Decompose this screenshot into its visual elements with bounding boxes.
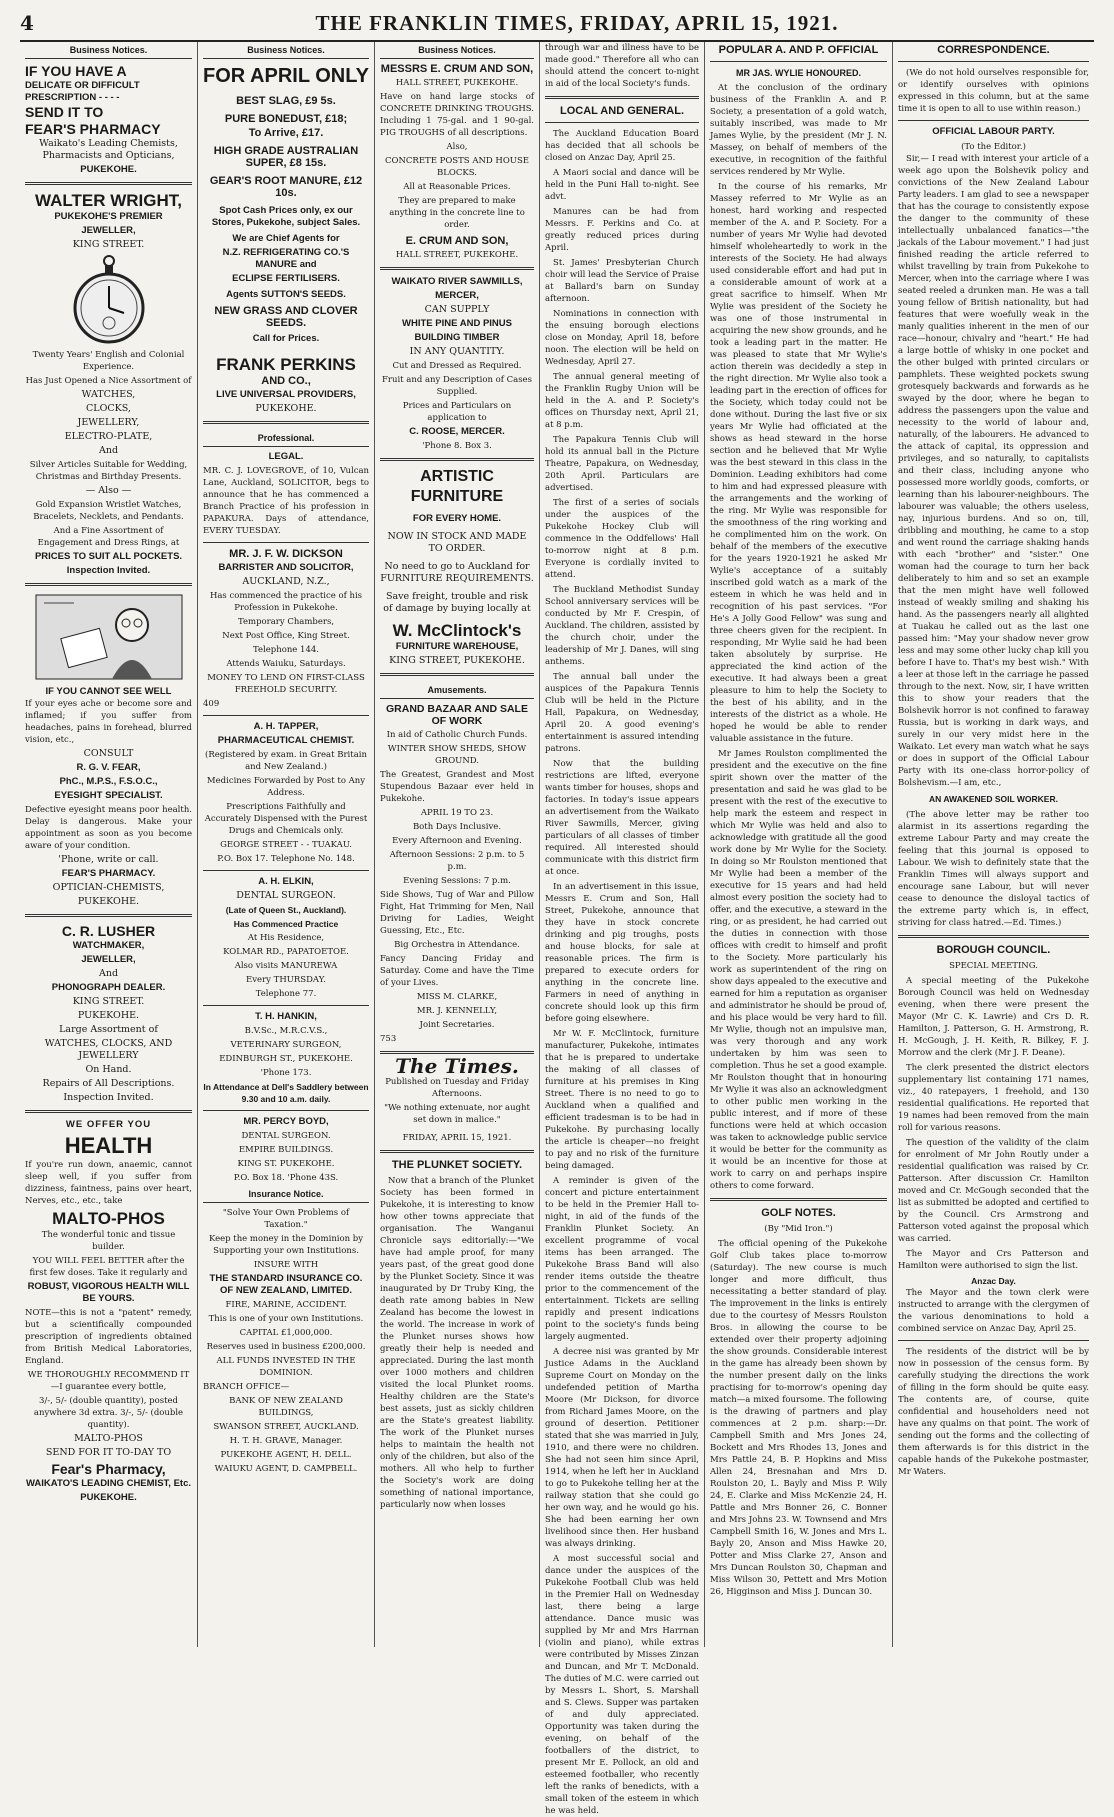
- ad-line: Repairs of All Descriptions.: [42, 1078, 175, 1089]
- ad-line: EDINBURGH ST., PUKEKOHE.: [219, 1054, 353, 1064]
- ad-line: PUKEKOHE.: [80, 1492, 137, 1503]
- column-3: [374, 42, 539, 1647]
- sawmills-ad: [380, 276, 534, 452]
- lusher-ad: [25, 923, 192, 1104]
- local-general-title: LOCAL AND GENERAL.: [559, 105, 685, 117]
- ad-line: MONEY TO LEND ON FIRST-CLASS FREEHOLD SECURITY.: [207, 673, 365, 695]
- ad-line: "We nothing extenuate, nor aught set down in malice.": [384, 1103, 530, 1125]
- ad-line: IN ANY QUANTITY.: [409, 346, 505, 357]
- ad-line: KOLMAR RD., PAPATOETOE.: [223, 947, 349, 957]
- april-only-ad: [203, 63, 369, 415]
- news-item: Now that the building restrictions are lifted, everyone wants timber for houses, shops and factories. In today's issue appears an advertisement from the Waikato River Sawmills, Mercer, giving particulars of all classes of timber required. All interested should communicate with this district firm at once.: [545, 759, 699, 877]
- ad-line: Next Post Office, King Street.: [222, 631, 350, 641]
- correspondence-title: CORRESPONDENCE.: [937, 44, 1050, 56]
- ad-line: In Attendance at Dell's Saddlery between 9.30 and 10 a.m. daily.: [203, 1082, 369, 1104]
- ad-line: Afternoon Sessions: 2 p.m. to 5 p.m.: [389, 850, 525, 872]
- ad-line: Reserves used in business £200,000.: [206, 1342, 366, 1352]
- ad-line: PUKEKOHE'S PREMIER: [54, 211, 163, 222]
- ad-line: Joint Secretaries.: [419, 1020, 495, 1030]
- ad-line: PUKEKOHE.: [80, 164, 137, 175]
- ad-line: FEAR'S PHARMACY.: [61, 868, 156, 879]
- ad-line: PURE BONEDUST, £18;: [224, 113, 348, 125]
- ad-line: And: [98, 445, 119, 456]
- ad-line: KING STREET.: [72, 996, 145, 1007]
- news-item: The annual general meeting of the Franklin Rugby Union will be held in the A. and P. Society's offices on Thursday next, April 21, at 8 p.m.: [545, 372, 699, 430]
- golf-text: The official opening of the Pukekohe Golf Club takes place to-morrow (Saturday). The new course is much longer and more difficult, thus necessitating a better standard of play. The improvement in the links is entirely due to the courtesy of Messrs Roulston Bros. in allowing the course to be extended over their property adjoining the show grounds. Considerable interest in the game has already been shown by the number present daily on the links practising for to-morrow's opening day match—a mixed foursome. The following is the drawing of partners and play commences at 2 p.m. sharp:—Dr. Campbell Smith and Mrs Jones 24, Bockett and Mrs Rhodes 13, Jones and Mrs Pattle 24, B. P. Hopkins and Miss Allen 24, Bresnahan and Mrs D. Roulston 20, L. Bayly and Miss P. Wily 24, E. Clarke and Miss McKenzie 24, H. Pattle and Mrs Bonner 26, C. Bonner and Mrs Johns 23. W. Townsend and Mrs Campbell Smith 16, W. Jones and Mrs L. Bayly 20, Anson and Miss Hawke 20, Potter and Miss Clarke 27, Anson and Mrs Duncan Roulston 30, Chapman and Miss Wilson 30, Pettett and Mrs Motion 26, Higginson and Miss J. Duncan 30.: [710, 1239, 887, 1597]
- ad-line: ALL FUNDS INVESTED IN THE DOMINION.: [216, 1356, 356, 1378]
- ad-line: INSURE WITH: [253, 1260, 319, 1270]
- legal-notices: [203, 451, 369, 1184]
- ad-line: FOR EVERY HOME.: [412, 513, 502, 524]
- ad-line: P.O. Box 18. 'Phone 43S.: [233, 1173, 339, 1183]
- ad-line: GEAR'S ROOT MANURE, £12 10s.: [209, 175, 363, 199]
- ad-line: NOW IN STOCK AND MADE TO ORDER.: [387, 531, 527, 554]
- ad-line: SEND FOR IT TO-DAY TO: [45, 1447, 172, 1458]
- ad-line: APRIL 19 TO 23.: [420, 808, 494, 818]
- news-item: Manures can be had from Messrs. F. Perkins and Co. at greatly reduced prices during April.: [545, 207, 699, 253]
- letter-signoff: AN AWAKENED SOIL WORKER.: [929, 794, 1058, 804]
- ad-line: NOTE—this is not a "patent" remedy, but a scientifically compounded prescription of ingredients obtained from British Medical Laboratories, England.: [25, 1308, 192, 1366]
- news-item: The Auckland Education Board has decided that all schools be closed on Anzac Day, April 25.: [545, 129, 699, 163]
- continued-text: through war and illness have to be made good." Therefore all who can should attend the concert to-night in aid of the local Society's funds.: [545, 43, 699, 89]
- ad-line: BRANCH OFFICE—: [203, 1382, 290, 1392]
- ad-line: Silver Articles Suitable for Wedding, Christmas and Birthday Presents.: [29, 460, 188, 482]
- column-4: [539, 42, 704, 1816]
- ad-line: They are prepared to make anything in the concrete line to order.: [389, 196, 525, 230]
- section-header: Business Notices.: [25, 42, 192, 59]
- ad-line: IF YOU HAVE A: [25, 63, 127, 79]
- furniture-ad: [380, 467, 534, 667]
- letter-title: OFFICIAL LABOUR PARTY.: [932, 126, 1055, 137]
- ad-line: If you're run down, anaemic, cannot sleep well, if you suffer from dizziness, faintness, pains over heart, Nerves, etc., etc., take: [25, 1160, 192, 1206]
- ad-line: OPTICIAN-CHEMISTS,: [52, 882, 165, 893]
- ad-line: And: [98, 968, 119, 979]
- ad-line: PUKEKOHE.: [255, 403, 317, 414]
- wylie-title: POPULAR A. AND P. OFFICIAL: [718, 44, 879, 56]
- ad-line: LIVE UNIVERSAL PROVIDERS,: [216, 389, 356, 400]
- ad-line: AND CO.,: [261, 375, 311, 387]
- times-title: The Times.: [395, 1054, 519, 1078]
- ad-line: C. ROOSE, MERCER.: [409, 426, 505, 437]
- section-header: Professional.: [203, 430, 369, 447]
- ad-line: In aid of Catholic Church Funds.: [386, 730, 528, 740]
- ad-line: KING STREET, PUKEKOHE.: [389, 655, 525, 666]
- ad-line: WATCHES, CLOCKS, AND JEWELLERY: [44, 1038, 173, 1061]
- section-header: Insurance Notice.: [203, 1186, 369, 1203]
- ad-line: 'Phone 173.: [260, 1068, 312, 1078]
- disclaimer: (We do not hold ourselves responsible for, or identify ourselves with opinions expressed in this column, but at the same time it is open to all to use within reason.): [898, 68, 1089, 114]
- ad-line: Side Shows, Tug of War and Pillow Fight, Hat Trimming for Men, Nail Driving for Ladies, Weight Guessing, Etc., Etc.: [380, 890, 534, 936]
- ad-line: DENTAL SURGEON.: [241, 1131, 331, 1141]
- editor-note: (The above letter may be rather too alarmist in its assertions regarding the extreme Labour Party and may create the feeling that this journal is opposed to Labour. We wish to definitely state that the Franklin Times will always support and encourage sane Labour, but will never cease to denounce the disloyal tactics of the extreme party which is, in effect, striving for class hatred.—Ed. Times.): [898, 810, 1089, 928]
- ad-line: 'Phone, write or call.: [58, 854, 159, 865]
- ad-line: YOU WILL FEEL BETTER after the first few doses. Take it regularly and: [29, 1256, 188, 1278]
- section-header: Amusements.: [380, 682, 534, 699]
- ad-line: WHITE PINE AND PINUS: [402, 318, 512, 329]
- to-editor: (To the Editor.): [961, 142, 1026, 152]
- pocket-watch-icon: [25, 255, 192, 345]
- ad-line: Has Just Opened a Nice Assortment of: [25, 376, 192, 386]
- ad-line: AUCKLAND, N.Z.,: [242, 576, 330, 587]
- lovegrove-notice: MR. C. J. LOVEGROVE, of 10, Vulcan Lane, Auckland, SOLICITOR, begs to announce that he has commenced a Branch Practice of his profession in PAPAKURA. Days of attendance, EVERY TUESDAY.: [203, 466, 369, 536]
- ad-line: 753: [380, 1034, 397, 1044]
- ad-line: Inspection Invited.: [66, 565, 151, 576]
- news-item: St. James' Presbyterian Church choir will lead the Service of Praise at Ballard's barn on Sunday afternoon.: [545, 258, 699, 304]
- ad-line: PRICES TO SUIT ALL POCKETS.: [34, 551, 183, 562]
- ad-line: P.O. Box 17. Telephone No. 148.: [217, 854, 355, 864]
- ad-line: The wonderful tonic and tissue builder.: [41, 1230, 176, 1252]
- ad-line: FRANK PERKINS: [216, 355, 356, 374]
- ad-line: On Hand.: [85, 1064, 132, 1075]
- ad-line: Save freight, trouble and risk of damage by buying locally at: [383, 591, 531, 614]
- article-paragraph: Mr James Roulston complimented the president and the executive on the fine spirit shown over the matter of the presentation and said he was glad to be present with the rest of the executive to help mark the esteem and respect in which Mr Wylie was held and also to acknowledge with gratitude all the good work done by Mr Wylie for the Society. In doing so Mr Roulston mentioned that Mr Wylie had been a member of the executive for 15 years and had held almost every position the society had to offer, and the executive, a steward in the ring, or as president, he had carried out the duties in connection with those offices with credit to himself and profit to the Society. More particularly his work as superintendent of the ring on show days appealed to the executive and earned for him a reputation as organiser and administrator he should be proud of, and his place would be very hard to fill. Mr Wylie, though not an impulsive man, was very thorough and any work undertaken by him was seen to completion. Thus he set a good example. Mr Roulston thought that in honouring Mr Wylie it was also an acknowledgment to other public men working in the public interest, and if more of these functions were held at which occasion was taken to acknowledge public service it would be better for the community as it would be an incentive for those at work to carry on and perhaps inspire others to come forward.: [710, 749, 887, 1191]
- section-header: Business Notices.: [203, 42, 369, 59]
- ad-line: To Arrive, £17.: [248, 127, 324, 139]
- column-6: [892, 42, 1094, 1647]
- ad-line: Has commenced the practice of his Profession in Pukekohe.: [209, 591, 363, 613]
- news-item: Nominations in connection with the ensuing borough elections close on Monday, April 18, before noon. The election will be held on Wednesday, April 27.: [545, 309, 699, 367]
- ad-line: EYESIGHT SPECIALIST.: [54, 790, 163, 801]
- ad-line: A. H. TAPPER,: [253, 721, 319, 732]
- ad-line: Medicines Forwarded by Post to Any Address.: [206, 776, 366, 798]
- ad-line: BUILDING TIMBER: [414, 332, 500, 343]
- ad-line: Keep the money in the Dominion by Supporting your own Institutions.: [208, 1234, 364, 1256]
- ad-line: EMPIRE BUILDINGS.: [238, 1145, 334, 1155]
- ad-line: FEAR'S PHARMACY: [25, 121, 161, 137]
- ad-line: Call for Prices.: [252, 333, 320, 344]
- ad-line: WE OFFER YOU: [65, 1119, 152, 1130]
- ad-line: Evening Sessions: 7 p.m.: [403, 876, 511, 886]
- ad-line: Prices and Particulars on application to: [402, 401, 512, 423]
- ad-line: (Late of Queen St., Auckland).: [225, 905, 347, 915]
- ad-line: Every THURSDAY.: [246, 975, 326, 985]
- ad-line: Both Days Inclusive.: [412, 822, 502, 832]
- news-item: A decree nisi was granted by Mr Justice Adams in the Auckland Supreme Court on Monday on the undefended petition of Martha Moore (Mr Dickson, for divorce from Richard James Moore, on the ground of desertion. Petitioner stated that she was married in July, 1910, and there were no children. She had not seen him since April, 1914, when he left her in Auckland to go to Pukekohe telling her at the railway station that she could go her own way, and he would go his. She had been earning her own livelihood since then. Her husband was always drinking.: [545, 1347, 699, 1549]
- ad-line: Waikato's Leading Chemists, Pharmacists and Opticians,: [39, 138, 178, 161]
- ad-line: Spot Cash Prices only, ex our Stores, Pukekohe, subject Sales.: [211, 205, 361, 228]
- ad-line: Gold Expansion Wristlet Watches, Bracelets, Necklets, and Pendants.: [33, 500, 184, 522]
- news-item: In an advertisement in this issue, Messrs E. Crum and Son, Hall Street, Pukekohe, announce that they have in stock concrete drinking and pig troughs, posts and house blocks, for sale at reasonable prices. The firm is prepared to execute orders for anything in the concrete line. Farmers in need of anything in concrete should look up this firm before going elsewhere.: [545, 882, 699, 1024]
- ad-line: HALL STREET, PUKEKOHE.: [395, 250, 519, 260]
- article-paragraph: In the course of his remarks, Mr Massey referred to Mr Wylie as an honest, hard working and respected member of the A. and P. Society. For a number of years Mr Wylie had devoted himself wholeheartedly to work in the interests of the Society. He had always used considerable effort and had put in a considerable amount of work at a great sacrifice to himself. When Mr Wylie was president of the Society he was one of those instrumental in acquiring the new show grounds, and he took a leading part in the matter. He was pleased to state that Mr Wylie's action therein was decidedly a step in the right direction. Mr Wylie also took a leading part in the erection of offices for the Society, which today could not be done without. During the last five or six years Mr Wylie had officiated at the shows as head steward in the horse section and he believed that Mr Wylie was the best steward in this class in the Dominion. Leading exhibitors had come to him and had expressed pleasure with the arrangements and the working of the ring. Mr Wylie was responsible for the smoothness of the ring working and he complimented him on the work. On behalf of the members of the executive for the years 1920-1921 he asked Mr Wylie's acceptance of a suitably inscribed gold watch as a mark of the esteem in which he was held and in recognition of his past services. "For He's A Jolly Good Fellow" was sung and three cheers given for the recipient. In responding, Mr Wylie said he had been taken absolutely by surprise. He appreciated the kind action of the executive. It had always been a great pleasure to him to help the Society to the best of his ability, and in the interests of the district as a whole. He hoped he would be able to render valuable assistance in the future.: [710, 182, 887, 744]
- wylie-subtitle: MR JAS. WYLIE HONOURED.: [735, 68, 861, 78]
- news-item: A reminder is given of the concert and picture entertainment to be held in the Premier Hall to-night, in aid of the funds of the Franklin Plunket Society. An excellent programme of vocal items has been arranged. The Pukekohe Brass Band will also render items outside the theatre prior to the commencement of the entertainment. Tickets are selling rapidly and present indications point to the society's funds being largely augmented.: [545, 1176, 699, 1342]
- news-item: A most successful social and dance under the auspices of the Pukekohe Football Club was held in the Premier Hall on Wednesday last, there being a large attendance. Dance music was supplied by Mr and Mrs Harrnan (violin and piano), while extras were contributed by Misses Zinzan and Duncan, and Mr T. McDonald. The duties of M.C. were carried out by Messrs L. Short, S. Marshall and S. Clews. Supper was partaken of and duly appreciated. Opportunity was taken during the evening, on behalf of the footballers of the district, to present Mr E. Pollock, an old and esteemed footballer, who recently left the ranks of benedicts, with a small token of the esteem in which he was held.: [545, 1554, 699, 1816]
- ad-line: CAN SUPPLY: [424, 304, 490, 315]
- anzac-text: The Mayor and the town clerk were instructed to arrange with the clergymen of the various denominations to hold a combined service on Anzac Day, April 25.: [898, 1288, 1089, 1334]
- ad-line: All at Reasonable Prices.: [403, 182, 511, 192]
- ad-line: Has Commenced Practice: [233, 919, 339, 929]
- news-item: The first of a series of socials under the auspices of the Pukekohe Hockey Club will commence in the Oddfellows' Hall to-morrow night at 8 p.m. Everyone is cordially invited to attend.: [545, 498, 699, 580]
- ad-line: Every Afternoon and Evening.: [392, 836, 522, 846]
- golf-byline: (By "Mid Iron."): [764, 1224, 833, 1234]
- ad-line: MERCER,: [435, 290, 479, 301]
- ad-line: WAIKATO'S LEADING CHEMIST, Etc.: [25, 1478, 191, 1489]
- letter-text: Sir,— I read with interest your article of a week ago upon the Bolshevik policy and convictions of the New Zealand Labour Party leaders. I am glad to see a newspaper that has the courage to consistently expose the danger to the community of these intellectually unbalanced fanatics—"the jackals of the Labour movement." I had just finished reading the article referred to whilst travelling by train from Pukekohe to Mercer, when into the carriage where I was seated reeled a drunken man. He was a tall young fellow of British nationality, but had features that were woefully weak in the manly qualities inherent in the men of our race—honour, chivalry and "heart." He had a large bottle of whisky in one pocket and the other bulged with printed circulars or pamphlets. These weighted pockets swung grotesquely backwards and forwards as he swayed by the door, where he began to address the passengers upon the value and necessity to the world of labour and, naturally, of the labourers. He advanced to the attack of capital, its oppression and privileges, and so naturally, to capitalists and their class, including anyone who possessed more worldly goods, comforts, or learning than his labourer-neighbours. The labourer was valuable; the others useless, nay, injurious burdens. And so on, till, dribbling and mouthing, he came to a stop and went round the carriage shaking hands with each "brother" and "sister." One woman had the courage to turn her back deliberately to him and so set an example that the men might have well followed instead of weakly smiling and shaking his hand. As the passengers nearly all alighted at Tuakau he called out as the last one passed him: "May your shadow never grow less and may some other lucky chap kill you before I have to. That's my best wish." With a leer at those left in the carriage he passed through to the next. Now, sir, I have written this to show your readers that the Bolshevik horror is not confined to faraway Russia, but is working in dark ways, and surely in our very midst here in the Waikato. Let every man watch what he says or does in support of the Official Labour Party with its one-class horror-policy of Bolshevism.—I am, etc.,: [898, 154, 1089, 788]
- ad-line: R. G. V. FEAR,: [76, 762, 141, 773]
- ad-line: THE STANDARD INSURANCE CO. OF NEW ZEALAND, LIMITED.: [209, 1273, 363, 1296]
- ad-line: KING ST. PUKEKOHE.: [237, 1159, 335, 1169]
- ad-line: BANK OF NEW ZEALAND BUILDINGS,: [229, 1396, 343, 1418]
- ad-line: At His Residence,: [247, 933, 325, 943]
- ad-line: NEW GRASS AND CLOVER SEEDS.: [214, 305, 358, 329]
- ad-line: HIGH GRADE AUSTRALIAN SUPER, £8 15s.: [213, 145, 359, 169]
- ad-line: VETERINARY SURGEON,: [230, 1040, 342, 1050]
- ad-line: MALTO-PHOS: [74, 1433, 143, 1444]
- ad-line: Inspection Invited.: [63, 1092, 154, 1103]
- ad-line: Fear's Pharmacy,: [51, 1461, 166, 1477]
- crum-ad: [380, 63, 534, 261]
- ad-line: N.Z. REFRIGERATING CO.'S MANURE and: [222, 247, 350, 270]
- ad-line: JEWELLERY,: [77, 417, 140, 428]
- ad-line: Prescriptions Faithfully and Accurately Dispensed with the Purest Drugs and Chemicals only.: [204, 802, 368, 836]
- ad-line: DENTAL SURGEON.: [236, 890, 336, 901]
- ad-line: CONCRETE POSTS AND HOUSE BLOCKS.: [385, 156, 529, 178]
- article-paragraph: At the conclusion of the ordinary business of the Franklin A. and P. Society, a presentation of a gold watch, suitably inscribed, was made to Mr James Wylie, by the president (Mr J. N. Massey, on behalf of members of the executive, in recognition of the faithful services rendered by Mr Wylie.: [710, 83, 887, 177]
- council-paragraph: The question of the validity of the claim for enrolment of Mr John Routly under a residential qualification was raised by Cr. Patterson. After discussion Cr. Hamilton moved and Cr. McGough seconded that the list as submitted be adopted and certified to by the Council. Crs Armstrong and Patterson voted against the proposal which was carried.: [898, 1138, 1089, 1244]
- ad-line: PHONOGRAPH DEALER.: [51, 982, 166, 993]
- section-header: Business Notices.: [380, 42, 534, 59]
- ad-line: HALL STREET, PUKEKOHE.: [395, 78, 519, 88]
- ad-line: We are Chief Agents for: [232, 233, 340, 244]
- ad-line: PHARMACEUTICAL CHEMIST.: [217, 735, 355, 746]
- ad-line: FIRE, MARINE, ACCIDENT.: [225, 1300, 347, 1310]
- malto-phos-ad: [25, 1119, 192, 1504]
- news-item: The Papakura Tennis Club will hold its annual ball in the Picture Theatre, Papakura, on Wednesday, 20th April. Particulars are advertised.: [545, 435, 699, 493]
- ad-line: FURNITURE WAREHOUSE,: [395, 641, 519, 652]
- ad-line: WATCHMAKER,: [72, 940, 145, 951]
- ad-line: 409: [203, 699, 220, 709]
- walter-wright-ad: [25, 191, 192, 577]
- news-item: A Maori social and dance will be held in the Puni Hall to-night. See advt.: [545, 168, 699, 202]
- column-2: [197, 42, 374, 1647]
- ad-line: Temporary Chambers,: [237, 617, 335, 627]
- times-imprint: [380, 1076, 534, 1144]
- ad-line: BARRISTER AND SOLICITOR,: [218, 562, 354, 573]
- ad-line: — Also —: [85, 485, 132, 496]
- ad-line: GEORGE STREET - - TUAKAU.: [220, 840, 352, 850]
- ad-line: Cut and Dressed as Required.: [392, 361, 522, 371]
- ad-line: WATCHES,: [81, 389, 136, 400]
- ad-line: MR. J. F. W. DICKSON: [229, 548, 343, 560]
- ad-line: Telephone 144.: [253, 645, 319, 655]
- ad-line: The Greatest, Grandest and Most Stupendous Bazaar ever held in Pukekohe.: [380, 770, 534, 804]
- ad-line: If your eyes ache or become sore and inflamed; if you suffer from headaches, pains in forehead, blurred vision, etc.,: [25, 699, 192, 745]
- ad-line: MR. J. KENNELLY,: [416, 1006, 498, 1016]
- ad-line: T. H. HANKIN,: [255, 1011, 317, 1022]
- bazaar-ad: [380, 703, 534, 1045]
- ad-line: FOR APRIL ONLY: [203, 65, 369, 87]
- page-number: 4: [20, 11, 34, 35]
- council-subtitle: SPECIAL MEETING.: [949, 961, 1038, 971]
- ad-line: Published on Tuesday and Friday Afternoons.: [385, 1077, 529, 1099]
- insurance-ad: [203, 1207, 369, 1475]
- news-item: Mr W. F. McClintock, furniture manufacturer, Pukekohe, intimates that he is prepared to undertake the making of all classes of furniture at his premises in King Street. There is no need to go to Auckland when a qualified and efficient tradesman is to be had in Pukekohe. By purchasing locally the article is cheaper—no freight to pay and no risk of the furniture being damaged.: [545, 1029, 699, 1171]
- ad-line: Twenty Years' English and Colonial Experience.: [32, 350, 185, 372]
- ad-line: CLOCKS,: [86, 403, 131, 414]
- ad-line: Large Assortment of: [59, 1024, 158, 1035]
- anzac-title: Anzac Day.: [971, 1276, 1016, 1286]
- ad-line: BEST SLAG, £9 5s.: [236, 95, 336, 107]
- ad-line: FRIDAY, APRIL 15, 1921.: [402, 1133, 512, 1143]
- eyesight-ad: [25, 592, 192, 908]
- ad-line: E. CRUM AND SON,: [405, 235, 509, 247]
- council-paragraph: A special meeting of the Pukekohe Borough Council was held on Wednesday evening, when there were present the Mayor (Mr C. K. Lawrie) and Crs D. R. Hamilton, J. Patterson, G. H. Armstrong, R. H. McGough, J. H. Keith, R. Bilkey, F. J. Morrow and the clerk (Mr J. F. Deane).: [898, 976, 1089, 1058]
- ad-line: Agents SUTTON'S SEEDS.: [226, 289, 346, 300]
- ad-line: SEND IT TO: [25, 104, 104, 120]
- ad-line: PUKEKOHE AGENT, H. DELL.: [220, 1450, 352, 1460]
- column-1: [20, 42, 197, 1647]
- ad-line: CONSULT: [83, 748, 134, 759]
- ad-line: MESSRS E. CRUM AND SON,: [380, 63, 534, 75]
- ad-line: CAPITAL £1,000,000.: [239, 1328, 333, 1338]
- ad-line: B.V.Sc., M.R.C.V.S.,: [244, 1026, 328, 1036]
- ad-line: PRESCRIPTION - - - -: [25, 92, 120, 103]
- ad-line: And a Fine Assortment of Engagement and Dress Rings, at: [37, 526, 180, 548]
- ad-line: SWANSON STREET, AUCKLAND.: [213, 1422, 359, 1432]
- plunket-text: Now that a branch of the Plunket Society has been formed in Pukekohe, it is interesting to know how other towns appreciate that organisation. The Wanganui Chronicle says editorially:—"We have had ample proof, for many years past, of the great good done by the Plunket Society. Since it was inaugurated by Dr Truby King, the death rate among babies in New Zealand has become the lowest in the world. The increase in work of the Plunket nurses shows how greatly their help is needed and appreciated. During the last month over 1000 mothers and children visited the local Plunket rooms. Healthy children are the State's best assets, just as sickly children are the State's greatest liability. The work of the Plunket nurses helps to maintain the health not only of the children, but also of the mothers. All who help to further the Society's work are doing something of national importance, particularly now when losses: [380, 1176, 534, 1510]
- ad-line: IF YOU CANNOT SEE WELL: [45, 686, 172, 697]
- ad-line: ARTISTIC FURNITURE: [410, 468, 504, 505]
- ad-line: PhC., M.P.S., F.S.O.C.,: [59, 776, 158, 787]
- ad-line: H. T. H. GRAVE, Manager.: [229, 1436, 343, 1446]
- fear-pharmacy-ad: [25, 63, 192, 176]
- column-5: [704, 42, 892, 1647]
- ad-line: No need to go to Auckland for FURNITURE REQUIREMENTS.: [380, 561, 534, 584]
- ad-line: Attends Waiuku, Saturdays.: [226, 659, 346, 669]
- page-title: THE FRANKLIN TIMES, FRIDAY, APRIL 15, 1921.: [315, 10, 839, 35]
- ad-line: W. McClintock's: [392, 621, 522, 640]
- ad-line: Defective eyesight means poor health. Delay is dangerous. Make your appointment as soon as you become aware of your condition.: [25, 805, 192, 851]
- ad-line: MISS M. CLARKE,: [416, 992, 498, 1002]
- ad-line: A. H. ELKIN,: [258, 876, 314, 887]
- council-title: BOROUGH COUNCIL.: [936, 944, 1051, 956]
- ad-line: JEWELLER,: [81, 954, 136, 965]
- ad-line: Also visits MANUREWA: [234, 961, 338, 971]
- ad-line: KING STREET.: [72, 239, 145, 250]
- ad-line: Have on hand large stocks of CONCRETE DRINKING TROUGHS. Including 1 75-gal. and 1 90-gal. PIG TROUGHS of all descriptions.: [380, 92, 534, 138]
- census-text: The residents of the district will be by now in possession of the census form. By carefully studying the directions the work of filling in the form should be quite easy. The contents are, of course, quite confidential and householders need not have any qualms on that point. The work of sending out the forms and the collecting of them afterwards is for this district in the capable hands of the Pukekohe postmaster, Mr Waters.: [898, 1347, 1089, 1477]
- ad-line: DELICATE OR DIFFICULT: [25, 80, 140, 91]
- ad-line: ECLIPSE FERTILISERS.: [232, 273, 340, 284]
- ad-line: WAIKATO RIVER SAWMILLS,: [391, 276, 523, 287]
- ad-line: C. R. LUSHER: [61, 923, 156, 939]
- plunket-title: THE PLUNKET SOCIETY.: [391, 1159, 523, 1171]
- golf-title: GOLF NOTES.: [761, 1207, 836, 1219]
- ad-line: "Solve Your Own Problems of Taxation.": [222, 1208, 350, 1230]
- masthead: [20, 6, 1094, 42]
- news-item: The annual ball under the auspices of the Papakura Tennis Club will be held in the Picture Hall, Papakura, on Wednesday, April 20. A good evening's entertainment is assured intending patrons.: [545, 672, 699, 754]
- ad-line: Telephone 77.: [255, 989, 317, 999]
- ad-line: ELECTRO-PLATE,: [64, 431, 153, 442]
- ad-line: MALTO-PHOS: [52, 1209, 165, 1228]
- ad-line: This is one of your own Institutions.: [208, 1314, 364, 1324]
- ad-line: Big Orchestra in Attendance.: [394, 940, 520, 950]
- reading-man-icon: [25, 592, 192, 682]
- ad-line: WALTER WRIGHT,: [35, 191, 182, 210]
- ad-line: MR. PERCY BOYD,: [243, 1116, 329, 1127]
- ad-line: WINTER SHOW SHEDS, SHOW GROUND.: [387, 744, 527, 766]
- ad-line: 3/-, 5/- (double quantity), posted anywhere 3d extra. 3/-, 5/- (double quantity).: [33, 1396, 184, 1430]
- ad-line: ROBUST, VIGOROUS HEALTH WILL BE YOURS.: [27, 1281, 190, 1304]
- legal-heading: LEGAL.: [268, 451, 304, 462]
- ad-line: WE THOROUGHLY RECOMMEND IT—I guarantee every bottle,: [27, 1370, 190, 1392]
- council-paragraph: The clerk presented the district electors supplementary list containing 171 names, viz., 40 ratepayers, 1 freehold, and 130 residential qualifications. He reported that 19 names had been removed from the main roll for various reasons.: [898, 1063, 1089, 1133]
- ad-line: GRAND BAZAAR AND SALE OF WORK: [386, 703, 528, 727]
- ad-line: WAIUKU AGENT, D. CAMPBELL.: [214, 1464, 358, 1474]
- news-item: The Buckland Methodist Sunday School anniversary services will be conducted by Mr F. Crespin, of Auckland. The children, assisted by the church choir, under the leadership of Mr J. Danes, will sing anthems.: [545, 585, 699, 667]
- ad-line: Fancy Dancing Friday and Saturday. Come and have the Time of your Lives.: [380, 954, 534, 988]
- ad-line: HEALTH: [64, 1133, 153, 1158]
- council-paragraph: The Mayor and Crs Patterson and Hamilton were authorised to sign the list.: [898, 1249, 1089, 1271]
- ad-line: Also,: [446, 142, 468, 152]
- ad-line: Fruit and any Description of Cases Supplied.: [382, 375, 532, 397]
- ad-line: JEWELLER,: [81, 225, 136, 236]
- ad-line: 'Phone 8. Box 3.: [422, 441, 492, 451]
- ad-line: (Registered by exam. in Great Britain and New Zealand.): [205, 750, 367, 772]
- ad-line: PUKEKOHE.: [77, 896, 140, 907]
- ad-line: PUKEKOHE.: [77, 1010, 140, 1021]
